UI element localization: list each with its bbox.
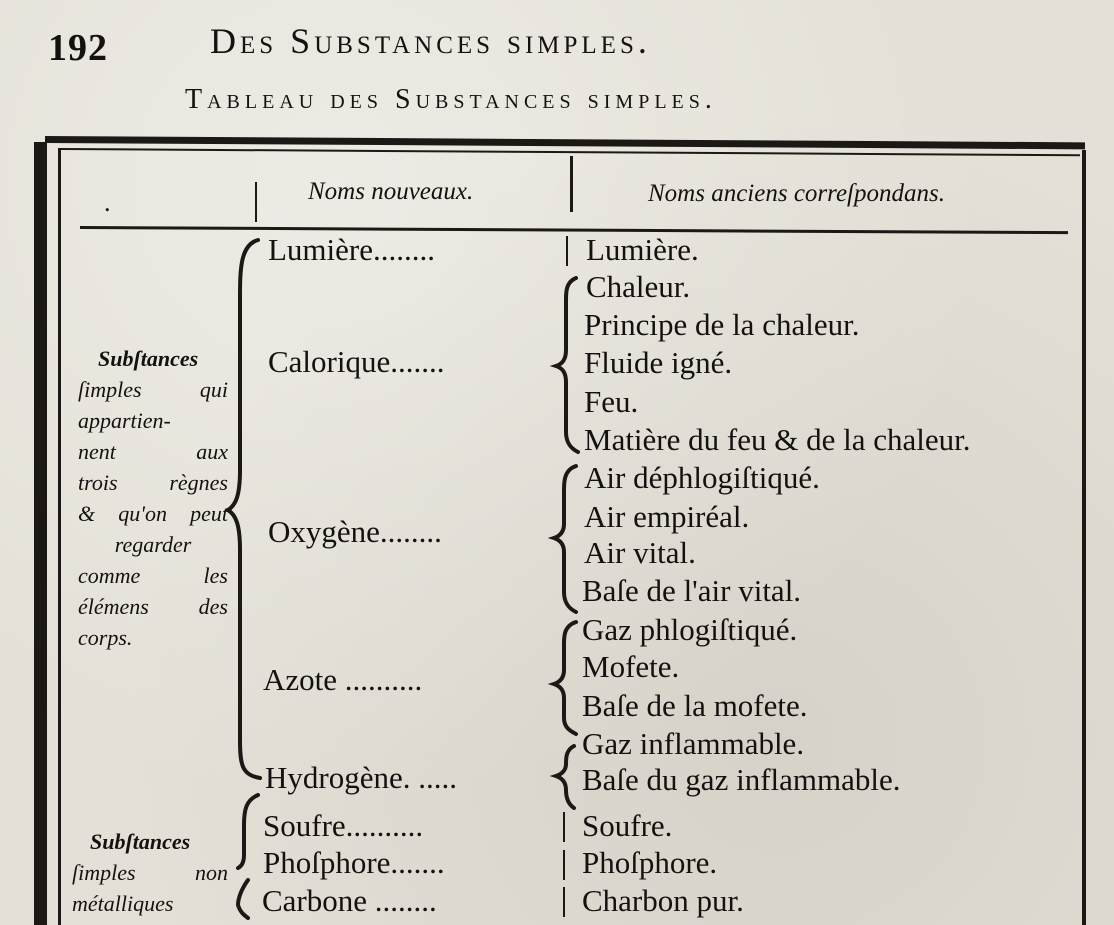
old-name-row: Gaz phlogiſtiqué. [582, 612, 798, 647]
new-name-row: Soufre.......... [263, 808, 424, 843]
new-name-row: Carbone ........ [262, 883, 437, 918]
old-name-row: Baſe de l'air vital. [582, 573, 802, 608]
synonym-brace [556, 278, 578, 452]
synonym-brace [554, 622, 576, 734]
category-label-line: & qu'on peut [78, 501, 228, 526]
old-name-row: Air empiréal. [584, 499, 750, 534]
category-label-line: ſimples qui [78, 377, 228, 402]
old-name-row: Air vital. [584, 535, 696, 570]
category-label-line: corps. [78, 625, 133, 650]
category-label-line: Subſtances [90, 829, 191, 854]
table-title: Tableau des Substances simples. [185, 84, 717, 115]
new-name-row: Oxygène........ [268, 514, 442, 549]
old-name-row: Air déphlogiſtiqué. [584, 460, 820, 495]
category-brace [228, 240, 260, 778]
old-name-row: Mofete. [582, 649, 680, 684]
old-name-row: Baſe de la mofete. [582, 688, 808, 723]
old-name-row: Principe de la chaleur. [584, 307, 860, 342]
column-header-new-names: Noms nouveaux. [308, 178, 474, 205]
category-brace [238, 795, 258, 868]
old-name-row: Baſe du gaz inflammable. [582, 762, 901, 797]
new-name-row: Calorique....... [268, 344, 445, 379]
new-name-row: Lumière........ [268, 232, 436, 267]
category-brace [238, 880, 248, 918]
old-name-row: Fluide igné. [584, 345, 733, 380]
page-number: 192 [48, 27, 108, 69]
category-label-line: comme les [78, 563, 228, 588]
category-label-line: trois règnes [78, 470, 228, 495]
new-name-row: Hydrogène. ..... [265, 760, 457, 795]
old-name-row: Phoſphore. [582, 845, 718, 880]
old-name-row: Lumière. [586, 232, 699, 267]
synonym-brace [554, 466, 576, 612]
old-name-row: Matière du feu & de la chaleur. [584, 422, 971, 457]
old-name-row: Soufre. [582, 808, 673, 843]
category-label-line: élémens des [78, 594, 228, 619]
category-label-line: nent aux [78, 439, 228, 464]
running-head: Des Substances simples. [210, 21, 651, 61]
old-name-row: Feu. [584, 384, 639, 419]
column-header-old-names: Noms anciens correſpondans. [648, 180, 945, 207]
old-name-row: Chaleur. [586, 269, 691, 304]
old-name-row: Charbon pur. [582, 883, 744, 918]
old-name-row: Gaz inflammable. [582, 726, 805, 761]
new-name-row: Azote .......... [263, 662, 423, 697]
category-label-line: métalliques [72, 891, 174, 916]
category-label-line: Subſtances [98, 346, 199, 371]
header-mark: . [104, 188, 111, 217]
synonym-brace [556, 746, 574, 808]
category-label-line: appartien- [78, 408, 171, 433]
category-label-line: ſimples non [72, 860, 228, 885]
category-label-line: regarder [114, 532, 192, 557]
new-name-row: Phoſphore....... [263, 845, 445, 880]
